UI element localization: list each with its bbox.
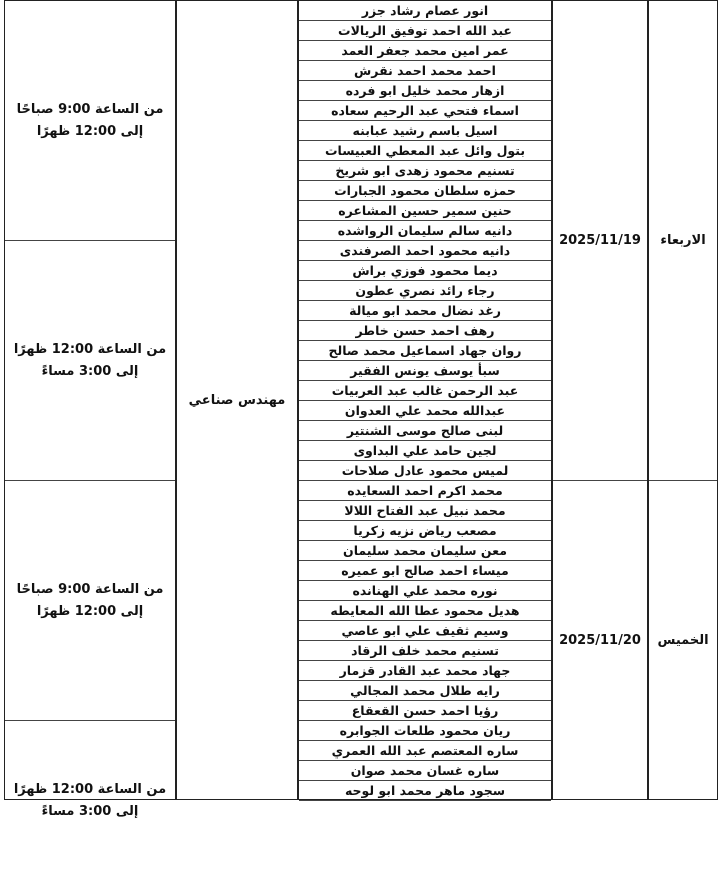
major-column xyxy=(176,0,298,800)
exam-date-cell: 2025/11/20 xyxy=(559,632,641,648)
student-name-cell: سبأ يوسف يونس الفقير xyxy=(299,361,551,381)
session-start-text: من الساعة 9:00 صباحًا xyxy=(16,101,164,117)
student-name-cell: هديل محمود عطا الله المعايطه xyxy=(299,601,551,621)
exam-day-cell: الخميس xyxy=(657,632,709,648)
student-name-cell: روان جهاد اسماعيل محمد صالح xyxy=(299,341,551,361)
student-name-cell: سجود ماهر محمد ابو لوحه xyxy=(299,781,551,801)
session-end-text: إلى 12:00 ظهرًا xyxy=(36,123,144,139)
student-name-cell: تسنيم محمد خلف الرقاد xyxy=(299,641,551,661)
student-name-cell: عبدالله محمد علي العدوان xyxy=(299,401,551,421)
student-name-cell: دانيه محمود احمد الصرفندى xyxy=(299,241,551,261)
student-name-cell: نوره محمد علي الهنانده xyxy=(299,581,551,601)
student-name-cell: رؤيا احمد حسن القعقاع xyxy=(299,701,551,721)
student-name-cell: ساره المعتصم عبد الله العمري xyxy=(299,741,551,761)
student-name-cell: اسيل باسم رشيد عبابنه xyxy=(299,121,551,141)
student-name-cell: وسيم ثقيف علي ابو عاصي xyxy=(299,621,551,641)
student-name-cell: اسماء فتحي عبد الرحيم سعاده xyxy=(299,101,551,121)
student-name-cell: جهاد محمد عبد القادر قزمار xyxy=(299,661,551,681)
student-name-cell: عمر امين محمد جعفر العمد xyxy=(299,41,551,61)
student-name-cell: ساره غسان محمد صوان xyxy=(299,761,551,781)
student-name-cell: دانيه سالم سليمان الرواشده xyxy=(299,221,551,241)
exam-day-column xyxy=(648,0,718,800)
student-name-cell: انور عصام رشاد جزر xyxy=(299,1,551,21)
major-cell: مهندس صناعي xyxy=(188,392,286,408)
exam-date-column xyxy=(552,0,648,800)
session-end-text: إلى 3:00 مساءً xyxy=(41,363,139,379)
student-name-cell: رايه طلال محمد المجالي xyxy=(299,681,551,701)
student-name-cell: احمد محمد احمد نقرش xyxy=(299,61,551,81)
student-name-cell: حنين سمير حسين المشاعره xyxy=(299,201,551,221)
student-name-cell: ريان محمود طلعات الجوابره xyxy=(299,721,551,741)
exam-day-cell: الاربعاء xyxy=(649,1,717,481)
session-end-text: إلى 12:00 ظهرًا xyxy=(36,603,144,619)
session-time-cell xyxy=(5,241,175,481)
session-time-column xyxy=(4,0,176,819)
session-start-text: من الساعة 12:00 ظهرًا xyxy=(13,782,167,797)
student-name-cell: مصعب رياض نزيه زكريا xyxy=(299,521,551,541)
student-name-cell: معن سليمان محمد سليمان xyxy=(299,541,551,561)
student-name-cell: بتول وائل عبد المعطي العبيسات xyxy=(299,141,551,161)
session-start-text: من الساعة 9:00 صباحًا xyxy=(16,581,164,597)
student-name-cell: محمد اكرم احمد السعايده xyxy=(299,481,551,501)
student-name-cell: رغد نضال محمد ابو ميالة xyxy=(299,301,551,321)
student-names-column xyxy=(298,0,552,800)
student-name-cell: محمد نبيل عبد الفتاح اللالا xyxy=(299,501,551,521)
student-name-cell: لجين حامد علي البداوى xyxy=(299,441,551,461)
student-name-cell: رجاء رائد نصري عطون xyxy=(299,281,551,301)
student-name-cell: ديما محمود فوزي براش xyxy=(299,261,551,281)
student-name-cell: ميساء احمد صالح ابو عميره xyxy=(299,561,551,581)
student-name-cell: لبنى صالح موسى الشنتير xyxy=(299,421,551,441)
student-name-cell: تسنيم محمود زهدى ابو شريخ xyxy=(299,161,551,181)
student-name-cell: رهف احمد حسن خاطر xyxy=(299,321,551,341)
session-end-text: إلى 3:00 مساءً xyxy=(41,804,139,819)
exam-date-cell: 2025/11/19 xyxy=(553,1,647,481)
student-name-cell: عبد الله احمد توفيق الريالات xyxy=(299,21,551,41)
student-name-cell: لميس محمود عادل صلاحات xyxy=(299,461,551,481)
student-name-cell: عبد الرحمن غالب عبد العربيات xyxy=(299,381,551,401)
session-time-cell xyxy=(5,1,175,241)
session-time-cell xyxy=(5,481,175,721)
student-name-cell: حمزه سلطان محمود الجبارات xyxy=(299,181,551,201)
session-time-cell xyxy=(5,721,175,881)
session-start-text: من الساعة 12:00 ظهرًا xyxy=(13,341,167,357)
student-name-cell: ازهار محمد خليل ابو فرده xyxy=(299,81,551,101)
